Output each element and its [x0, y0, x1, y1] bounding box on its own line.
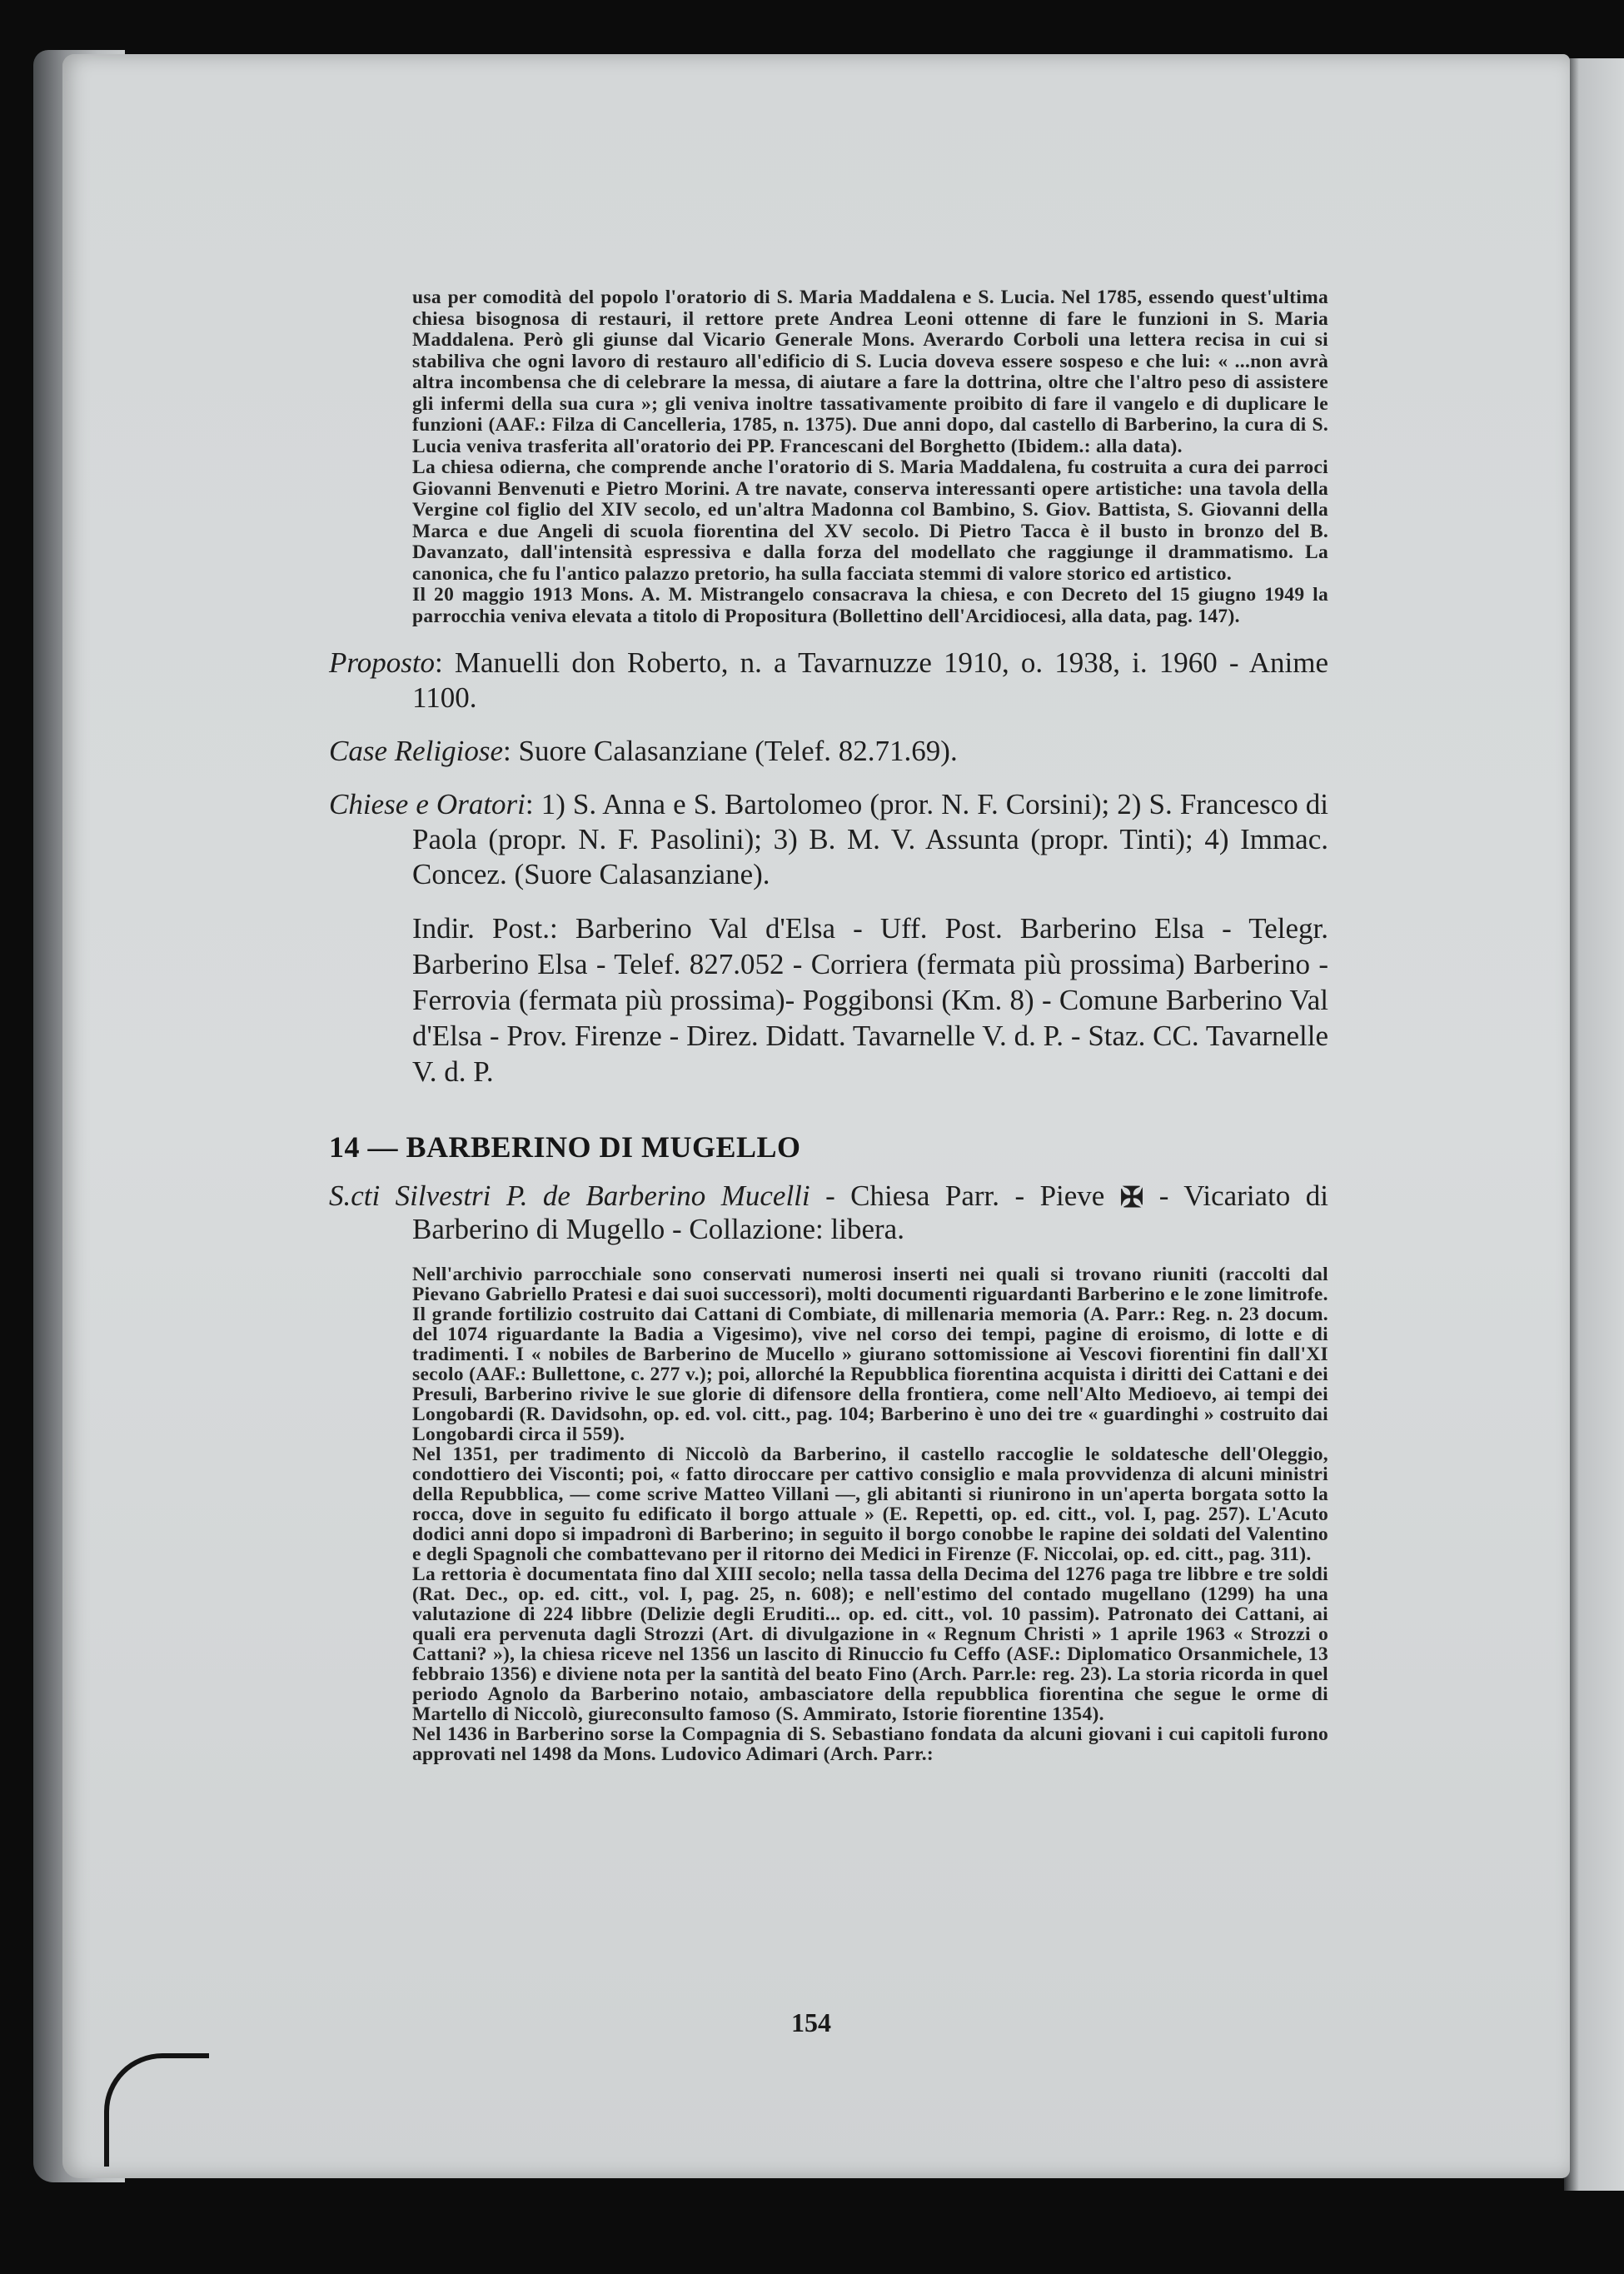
proposto-label: Proposto — [329, 646, 436, 679]
intro-text-block — [412, 287, 1328, 627]
case-religiose-label: Case Religiose — [329, 735, 503, 767]
parish-vicariate: - Vicariato di Barberino di Mugello - Collazione: libera. — [412, 1179, 1328, 1245]
proposto-entry — [329, 646, 1328, 716]
page-number: 154 — [791, 2007, 831, 2037]
intro-paragraph-2: La chiesa odierna, che comprende anche l'oratorio di S. Maria Maddalena, fu costruita a cura dei parroci Giovanni Benvenuti e Pietro Morini. A tre navate, conserva interessanti opere artistiche: una tavola della Vergine col figlio del XIV secolo, ed un'altra Madonna col Bambino, S. Giov. Battista, S. Giovanni della Marca e due Angeli di scuola fiorentina del XV secolo. Di Pietro Tacca è il busto in bronzo del B. Davanzato, dall'intensità espressiva e dalla forza del modellato che raggiunge il drammatismo. La canonica, che fu l'antico palazzo pretorio, ha sulla facciata stemmi di valore storico ed artistico. — [412, 456, 1328, 585]
section-text-block — [412, 1264, 1328, 1764]
chiese-oratori-text: : 1) S. Anna e S. Bartolomeo (pror. N. F. Corsini); 2) S. Francesco di Paola (propr. N. F. Pasolini); 3) B. M. V. Assunta (propr. Tinti); 4) Immac. Concez. (Suore Calasanziane). — [412, 788, 1328, 890]
chiese-oratori-entry — [329, 787, 1328, 892]
section-heading: 14 — BARBERINO DI MUGELLO — [329, 1130, 801, 1164]
bookmark-ribbon — [104, 2053, 209, 2167]
intro-paragraph-1: usa per comodità del popolo l'oratorio di S. Maria Maddalena e S. Lucia. Nel 1785, essendo quest'ultima chiesa bisognosa di restauri, il rettore prete Andrea Leoni ottenne di fare le funzioni in S. Maria Maddalena. Però gli giunse dal Vicario Generale Mons. Averardo Corboli una lettera recisa in cui si stabiliva che ogni lavoro di restauro all'edificio di S. Lucia doveva essere sospeso e che lui: « ...non avrà altra incombensa che di celebrare la messa, di aiutare a fare la dottrina, oltre che l'altro peso di assistere gli infermi della sua cura »; gli veniva inoltre tassativamente proibito di fare il vangelo e di duplicare le funzioni (AAF.: Filza di Cancelleria, 1785, n. 1375). Due anni dopo, dal castello di Barberino, la cura di S. Lucia veniva trasferita all'oratorio dei PP. Francescani del Borghetto (Ibidem.: alla data). — [412, 287, 1328, 457]
maltese-cross-icon: ✠ — [1119, 1183, 1144, 1214]
parish-type: - Chiesa Parr. - Pieve — [810, 1179, 1120, 1212]
intro-paragraph-3: Il 20 maggio 1913 Mons. A. M. Mistrangelo consacrava la chiesa, e con Decreto del 15 giugno 1949 la parrocchia veniva elevata a titolo di Propositura (Bollettino dell'Arcidiocesi, alla data, pag. 147). — [412, 584, 1328, 627]
parish-latin-name: S.cti Silvestri P. de Barberino Mucelli — [329, 1179, 810, 1212]
section-paragraph-1: Nell'archivio parrocchiale sono conservati numerosi inserti nei quali si trovano riuniti (raccolti dal Pievano Gabriello Pratesi e dai suoi successori), molti documenti riguardanti Barberino e le zone limitrofe. — [412, 1264, 1328, 1305]
case-religiose-entry — [329, 734, 1328, 769]
section-paragraph-3: Nel 1351, per tradimento di Niccolò da Barberino, il castello raccoglie le soldatesche dell'Oleggio, condottiero dei Visconti; poi, « fatto diroccare per cattivo consiglio e mala provvidenza di alcuni ministri della Repubblica, — come scrive Matteo Villani —, gli abitanti si riunirono in un'aperta borgata sotto la rocca, dove in seguito fu edificato il borgo attuale » (E. Repetti, op. ed. citt., vol. I, pag. 257). L'Acuto dodici anni dopo si impadronì di Barberino; in seguito il borgo conobbe le rapine dei soldati del Valentino e degli Spagnoli che combattevano per il ritorno dei Medici in Firenze (F. Niccolai, op. ed. citt., pag. 311). — [412, 1444, 1328, 1565]
postal-address-block: Indir. Post.: Barberino Val d'Elsa - Uff. Post. Barberino Elsa - Telegr. Barberino Elsa - Telef. 827.052 - Corriera (fermata più prossima) Barberino - Ferrovia (fermata più prossima)- Poggibonsi (Km. 8) - Comune Barberino Val d'Elsa - Prov. Firenze - Direz. Didatt. Tavarnelle V. d. P. - Staz. CC. Tavarnelle V. d. P. — [412, 912, 1328, 1088]
page-content — [329, 287, 1328, 1764]
section-paragraph-2: Il grande fortilizio costruito dai Cattani di Combiate, di millenaria memoria (A. Parr.: Reg. n. 23 docum. del 1074 riguardante la Badia a Vigesimo), vive nel corso dei tempi, pagine di eroismo, di lotte e di tradimenti. I « nobiles de Barberino de Mucello » giurano sottomissione ai Vescovi fiorentini fin dall'XI secolo (AAF.: Bullettone, c. 277 v.); poi, allorché la Repubblica fiorentina acquista i diritti dei Cattani e dei Presuli, Barberino rivive le sue glorie di difensore della frontiera, come nell'Alto Medioevo, ai tempi dei Longobardi (R. Davidsohn, op. ed. vol. citt., pag. 104; Barberino è uno dei tre « guardinghi » costruito dai Longobardi circa il 559). — [412, 1304, 1328, 1445]
case-religiose-text: : Suore Calasanziane (Telef. 82.71.69). — [503, 735, 958, 767]
chiese-oratori-label: Chiese e Oratori — [329, 788, 526, 820]
section-paragraph-4: La rettoria è documentata fino dal XIII secolo; nella tassa della Decima del 1276 paga tre libbre e tre soldi (Rat. Dec., op. ed. citt., vol. I, pag. 25, n. 608); e nell'estimo del contado mugellano (1299) ha una valutazione di 224 libbre (Delizie degli Eruditi... op. ed. citt., vol. 10 passim). Patronato dei Cattani, ai quali era pervenuta dagli Strozzi (Art. di divulgazione in « Regnum Christi » 1 aprile 1963 « Strozzi o Cattani? »), la chiesa riceve nel 1356 un lascito di Rinuccio fu Ceffo (ASF.: Diplomatico Orsanmichele, 13 febbraio 1356) e diviene nota per la santità del beato Fino (Arch. Parr.le: reg. 23). La storia ricorda in quel periodo Agnolo da Barberino notaio, ambasciatore della repubblica fiorentina che segue le orme di Martello di Niccolò, giureconsulto famoso (S. Ammirato, Istorie fiorentine 1354). — [412, 1563, 1328, 1725]
proposto-text: : Manuelli don Roberto, n. a Tavarnuzze 1910, o. 1938, i. 1960 - Anime 1100. — [412, 646, 1328, 714]
parish-title-entry — [329, 1179, 1328, 1246]
section-paragraph-5: Nel 1436 in Barberino sorse la Compagnia di S. Sebastiano fondata da alcuni giovani i cui capitoli furono approvati nel 1498 da Mons. Ludovico Adimari (Arch. Parr.: — [412, 1723, 1328, 1765]
next-page-edge — [1564, 58, 1624, 2191]
